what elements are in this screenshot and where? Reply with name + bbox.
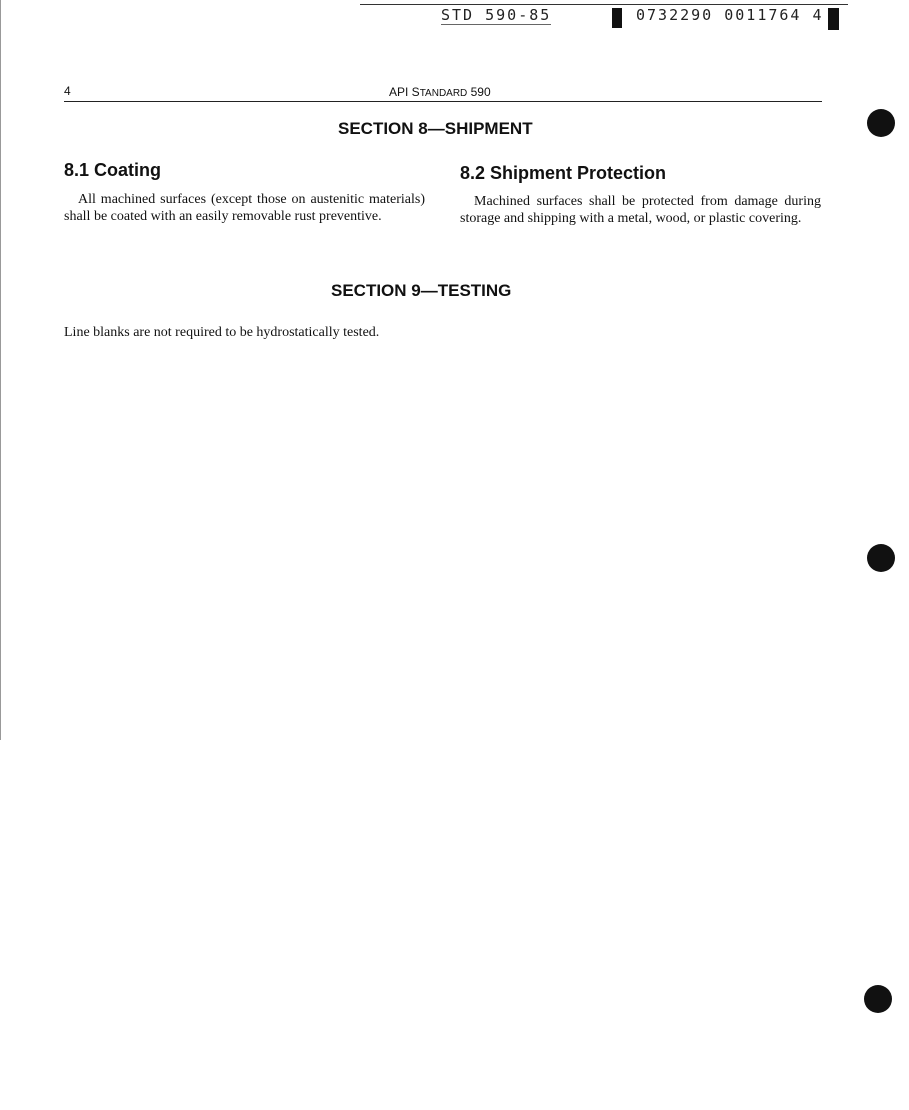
- binder-hole-bottom: [864, 985, 892, 1013]
- batch-code: 0732290 0011764 4: [636, 6, 824, 24]
- shipment-protection-paragraph: Machined surfaces shall be protected from damage during storage and shipping with a metal, wood, or plastic covering.: [460, 194, 821, 226]
- running-title-suffix: 590: [467, 85, 491, 99]
- running-title-smallcaps: TANDARD: [419, 88, 468, 99]
- shipment-protection-heading: 8.2 Shipment Protection: [460, 163, 667, 183]
- binder-hole-top: [867, 109, 895, 137]
- running-title-prefix: API S: [389, 85, 420, 99]
- testing-paragraph: Line blanks are not required to be hydrostatically tested.: [64, 325, 380, 340]
- scan-mark-left: [612, 8, 622, 28]
- std-code-underline: [441, 24, 551, 25]
- std-code: STD 590-85: [441, 6, 552, 24]
- coating-heading: 8.1 Coating: [64, 160, 162, 180]
- scan-left-edge: [0, 0, 1, 740]
- section-9-heading: SECTION 9—TESTING: [331, 281, 512, 300]
- page-number: 4: [64, 84, 71, 98]
- header-rule: [64, 101, 822, 102]
- running-title: [389, 85, 491, 99]
- coating-paragraph: All machined surfaces (except those on austenitic materials) shall be coated with an easily removable rust preventive.: [64, 192, 425, 224]
- binder-hole-middle: [867, 544, 895, 572]
- scan-header-rule: [360, 4, 848, 5]
- section-8-heading: SECTION 8—SHIPMENT: [338, 119, 533, 138]
- scan-mark-right: [828, 8, 839, 30]
